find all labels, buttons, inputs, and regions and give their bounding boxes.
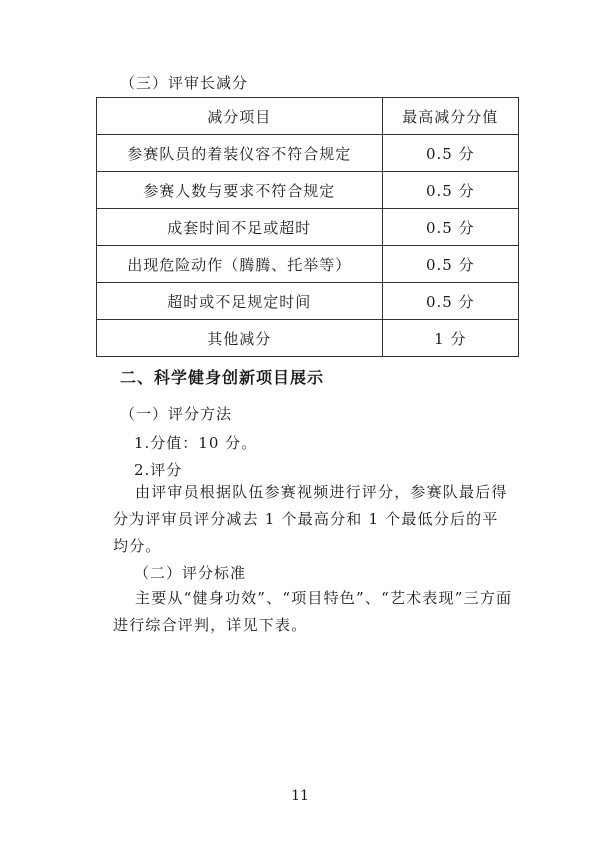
scoring-paragraph [113, 479, 513, 560]
scoring-item: 2.评分 [134, 461, 183, 479]
deduction-item: 参赛人数与要求不符合规定 [97, 172, 383, 209]
deduction-value: 0.5 分 [382, 209, 518, 246]
deduction-value: 0.5 分 [382, 172, 518, 209]
deduction-value: 1 分 [382, 320, 518, 357]
table-row [97, 246, 519, 283]
paragraph-text: 由评审员根据队伍参赛视频进行评分，参赛队最后得分为评审员评分减去 1 个最高分和 1 个最低分后的平均分。 [113, 483, 508, 555]
deduction-table [96, 97, 519, 357]
criteria-paragraph [113, 585, 513, 639]
subsection-title: （二）评分标准 [134, 564, 247, 582]
deduction-value: 0.5 分 [382, 135, 518, 172]
table-row [97, 135, 519, 172]
deduction-item: 超时或不足规定时间 [97, 283, 383, 320]
paragraph-text: 主要从“健身功效”、“项目特色”、“艺术表现”三方面进行综合评判，详见下表。 [113, 589, 513, 634]
deduction-item: 其他减分 [97, 320, 383, 357]
deduction-item: 出现危险动作（腾腾、托举等） [97, 246, 383, 283]
table-row [97, 320, 519, 357]
subsection-title: （一）评分方法 [120, 405, 233, 423]
score-value-item: 1.分值：10 分。 [134, 434, 258, 452]
deduction-value: 0.5 分 [382, 283, 518, 320]
deduction-value: 0.5 分 [382, 246, 518, 283]
table-header-row [97, 98, 519, 135]
deduction-item: 成套时间不足或超时 [97, 209, 383, 246]
table-header-cell: 减分项目 [97, 98, 383, 135]
section-heading: 二、科学健身创新项目展示 [120, 368, 325, 387]
table-row [97, 209, 519, 246]
page-number: 11 [291, 788, 309, 804]
table-header-cell: 最高减分分值 [382, 98, 518, 135]
deduction-item: 参赛队员的着装仪容不符合规定 [97, 135, 383, 172]
table-row [97, 283, 519, 320]
section-title: （三）评审长减分 [120, 74, 249, 92]
table-row [97, 172, 519, 209]
